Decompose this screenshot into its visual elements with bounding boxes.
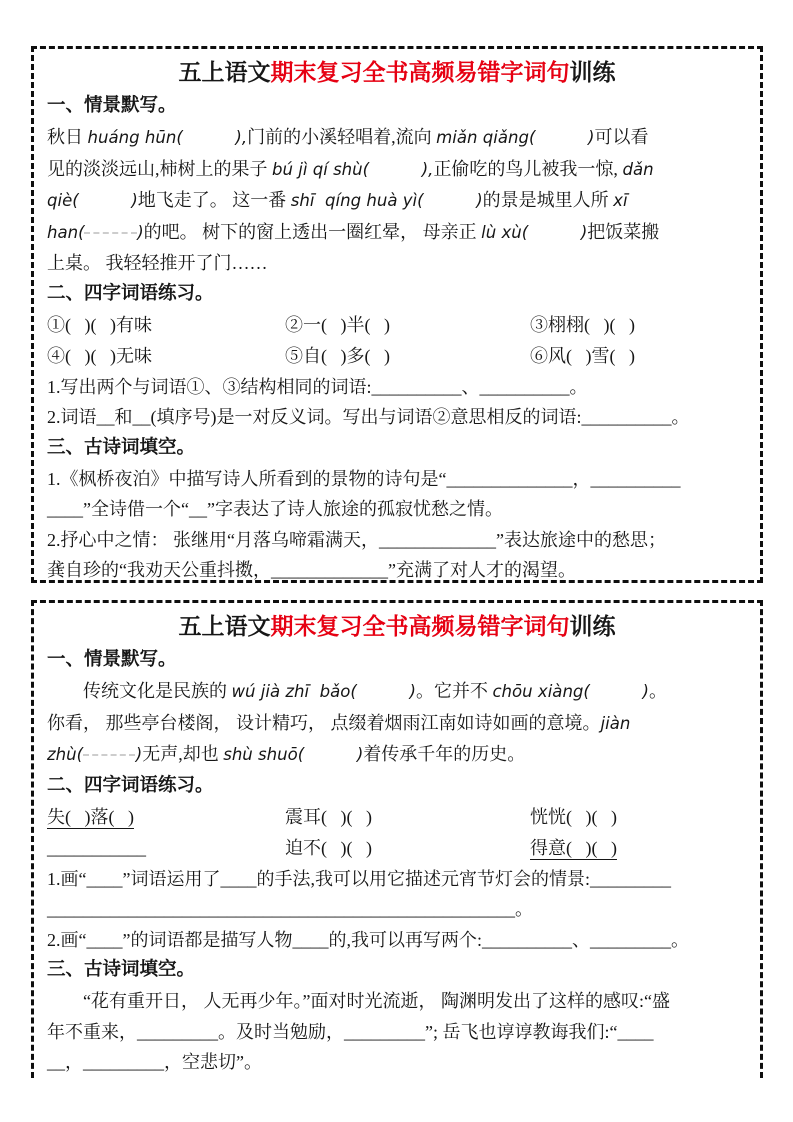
title-suffix: 训练 (569, 60, 616, 85)
question-line: 1.写出两个与词语①、③结构相同的词语:__________、__________。 (47, 376, 588, 397)
section-heading-words: 二、四字词语练习。 (47, 283, 214, 304)
dictation-line: 传统文化是民族的 wú jià zhī bǎo( )。它并不 chōu xiàng( )。 (83, 681, 667, 701)
word-item-5: ⑤自( )多( ) (285, 345, 390, 366)
section-heading-dictation: 一、情景默写。 (47, 650, 177, 670)
title-highlight: 期末复习全书高频易错字词句 (270, 614, 570, 639)
dictation-line: 见的淡淡远山,柿树上的果子 bú jì qí shù( ),正偷吃的鸟儿被我一惊, dǎn (47, 158, 654, 179)
word-item-blank: ___________ (47, 837, 146, 858)
worksheet-card-1 (31, 46, 763, 583)
dictation-line: 秋日 huáng hūn( ),门前的小溪轻唱着,流向 miǎn qiǎng( )可以看 (47, 127, 649, 147)
section-heading-words: 二、四字词语练习。 (47, 775, 214, 796)
page-title (47, 55, 747, 91)
worksheet-card-2 (31, 600, 763, 1078)
word-grid (47, 310, 747, 372)
dictation-line: han( )的吧。 树下的窗上透出一圈红晕， 母亲正 lù xù( )把饭菜搬 (47, 221, 660, 242)
answer-blank-line: ____________________________________________________。 (47, 899, 533, 919)
word-item-3: 恍恍( )( ) (530, 806, 617, 827)
poetry-fill-line: “花有重开日， 人无再少年。”面对时光流逝， 陶渊明发出了这样的感叹:“盛 (83, 991, 670, 1011)
word-item-2: 震耳( )( ) (285, 806, 372, 827)
dictation-line: qiè( )地飞走了。 这一番 shī qíng huà yì( )的景是城里人所 xī (47, 190, 628, 210)
title-suffix: 训练 (569, 614, 616, 639)
word-item-4: ④( )( )无味 (47, 345, 152, 366)
word-item-2: ②一( )半( ) (285, 314, 390, 335)
poetry-fill-line: ____”全诗借一个“__”字表达了诗人旅途的孤寂忧愁之情。 (47, 499, 503, 519)
title-prefix: 五上语文 (178, 614, 271, 639)
section-heading-dictation: 一、情景默写。 (47, 96, 177, 116)
question-line: 2.画“____”的词语都是描写人物____的,我可以再写两个:__________、_________。 (47, 929, 689, 950)
dictation-line: 你看， 那些亭台楼阁， 设计精巧， 点缀着烟雨江南如诗如画的意境。jiàn (47, 712, 631, 733)
poetry-fill-line: 年不重来，_________。及时当勉励，_________”; 岳飞也谆谆教诲我们:“____ (47, 1021, 654, 1042)
section-heading-poetry: 三、古诗词填空。 (47, 437, 196, 458)
title-highlight: 期末复习全书高频易错字词句 (270, 60, 570, 85)
dictation-line: 上桌。 我轻轻推开了门…… (47, 253, 268, 273)
dictation-line: zhù( )无声,却也 shù shuō( )着传承千年的历史。 (47, 744, 526, 764)
word-item-1: ①( )( )有味 (47, 314, 152, 335)
poetry-fill-line: 2.抒心中之情： 张继用“月落乌啼霜满天，_____________”表达旅途中的愁思； (47, 529, 666, 550)
word-item-underlined-6: 得意( )( ) (530, 837, 617, 858)
poetry-fill-line: 1.《枫桥夜泊》中描写诗人所看到的景物的诗句是“______________，__________ (47, 468, 681, 489)
section-heading-poetry: 三、古诗词填空。 (47, 960, 196, 980)
word-item-5: 迫不( )( ) (285, 837, 372, 858)
poetry-fill-line: __，_________，空悲切”。 (47, 1052, 262, 1072)
word-item-6: ⑥风( )雪( ) (530, 345, 635, 366)
question-line: 2.词语__和__(填序号)是一对反义词。写出与词语②意思相反的词语:__________。 (47, 407, 690, 427)
word-grid (47, 802, 747, 864)
word-item-3: ③栩栩( )( ) (530, 314, 635, 335)
poetry-fill-line: 龚自珍的“我劝天公重抖擞，_____________”充满了对人才的渴望。 (47, 560, 576, 580)
title-prefix: 五上语文 (178, 60, 271, 85)
word-item-underlined-1: 失( )落( ) (47, 806, 134, 827)
question-line: 1.画“____”词语运用了____的手法,我可以用它描述元宵节灯会的情景:_________ (47, 868, 671, 889)
page-title (47, 609, 747, 645)
